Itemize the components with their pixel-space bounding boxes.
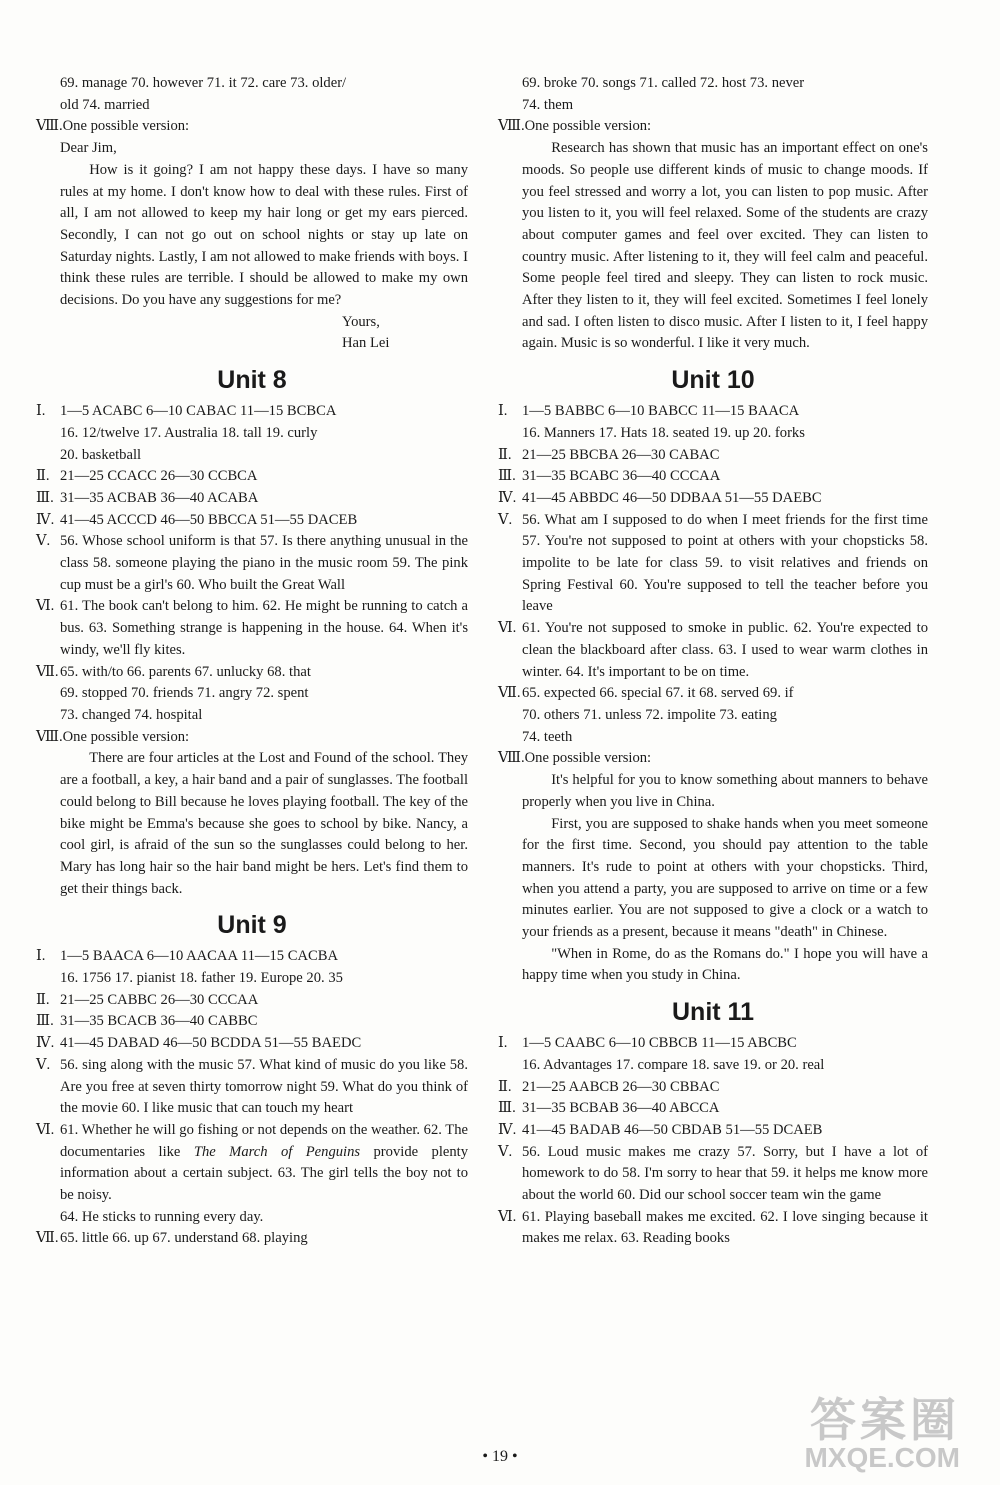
answer-line: 65. little 66. up 67. understand 68. playing xyxy=(60,1230,308,1247)
section-label: Ⅶ. xyxy=(36,663,59,680)
answer-text: 56. sing along with the music 57. What kind of music do you like 58. Are you free at seven thirty tomorrow night 59. What do you think of the movie 60. I like music that can touch my heart xyxy=(60,1056,468,1117)
answer-row xyxy=(498,683,928,748)
answer-row xyxy=(36,596,468,661)
answer-row xyxy=(36,1011,468,1033)
unit-11-title: Unit 11 xyxy=(672,998,754,1027)
answer-line: 21—25 CABBC 26—30 CCCAA xyxy=(60,991,259,1008)
section-label: Ⅵ. xyxy=(498,1208,517,1225)
answer-row xyxy=(498,401,928,444)
answer-text: 61. You're not supposed to smoke in public. 62. You're expected to clean the blackboard after class. 63. I used to wear warm clothes in winter. 64. It's important to be on time. xyxy=(522,620,928,680)
answer-line: 74. them xyxy=(522,96,574,113)
answer-text: 61. Whether he will go fishing or not depends on the weather. 62. The documentaries like The March of Penguins provide plenty information about a certain subject. 63. The girl tells the boy not to be noisy. xyxy=(60,1121,468,1204)
answer-line: 41—45 BADAB 46—50 CBDAB 51—55 DCAEB xyxy=(522,1121,823,1138)
section-label: Ⅳ. xyxy=(36,511,55,528)
unit-9-title: Unit 9 xyxy=(217,911,287,940)
answer-line: 73. changed 74. hospital xyxy=(60,706,203,723)
section-label: Ⅷ. xyxy=(36,118,63,135)
answer-row xyxy=(498,1077,928,1099)
answer-row xyxy=(36,531,468,596)
section-label: Ⅳ. xyxy=(498,489,517,506)
section-label: Ⅱ. xyxy=(36,991,50,1008)
letter-signature: Han Lei xyxy=(342,335,390,352)
essay-paragraph: There are four articles at the Lost and Found of the school. They are a football, a key, a hair band and a pair of sunglasses. The football could belong to Bill because he loves playing football. The key of the bike might be Emma's because she goes to school by bike. Nancy, a cool girl, is afraid of the sun so the sunglasses could belong to her. Mary has long hair so the hair band might be hers. Let's find them to get their things back. xyxy=(60,750,468,897)
answer-line: 1—5 CAABC 6—10 CBBCB 11—15 ABCBC xyxy=(522,1035,797,1052)
section-label: Ⅰ. xyxy=(36,948,46,965)
section-8-header xyxy=(498,116,928,138)
answer-line: old 74. married xyxy=(60,96,150,113)
answer-row xyxy=(36,488,468,510)
section-label: Ⅱ. xyxy=(498,1078,512,1095)
essay-paragraph: "When in Rome, do as the Romans do." I hope you will have a happy time when you study in China. xyxy=(522,945,928,984)
section-label: Ⅲ. xyxy=(36,489,54,506)
answer-row xyxy=(36,401,468,466)
section-label: Ⅷ. xyxy=(498,118,525,135)
answer-line: 69. manage 70. however 71. it 72. care 73. older/ xyxy=(60,75,347,91)
section-heading: One possible version: xyxy=(62,728,190,745)
answer-line: 21—25 AABCB 26—30 CBBAC xyxy=(522,1078,720,1095)
left-column xyxy=(36,73,468,1250)
section-label: Ⅳ. xyxy=(498,1121,517,1138)
section-label: Ⅵ. xyxy=(498,620,517,637)
film-title: The March of Penguins xyxy=(193,1143,361,1160)
answer-line: 20. basketball xyxy=(60,446,142,463)
answer-text: 61. The book can't belong to him. 62. He might be running to catch a bus. 63. Something strange is happening in the house. 64. When it's windy, we'll fly kites. xyxy=(60,598,468,658)
section-label: Ⅵ. xyxy=(36,598,55,615)
section-label: Ⅵ. xyxy=(36,1121,55,1138)
watermark-url: MXQE.COM xyxy=(804,1442,960,1473)
answer-line: 65. expected 66. special 67. it 68. served 69. if xyxy=(522,685,794,702)
section-label: Ⅱ. xyxy=(36,468,50,485)
section-label: Ⅰ. xyxy=(498,1035,508,1052)
answer-line: 69. stopped 70. friends 71. angry 72. spent xyxy=(60,685,309,702)
answer-row xyxy=(36,1120,468,1229)
section-8-header xyxy=(36,727,468,749)
section-label: Ⅴ. xyxy=(498,1143,513,1160)
section-8-header xyxy=(498,748,928,770)
answer-row xyxy=(36,946,468,989)
answer-row xyxy=(498,1142,928,1207)
answer-line: 1—5 BABBC 6—10 BABCC 11—15 BAACA xyxy=(522,403,800,420)
answer-line: 74. teeth xyxy=(522,728,573,745)
watermark-cn: 答案圈 xyxy=(810,1394,960,1446)
answer-row xyxy=(498,488,928,510)
section-heading: One possible version: xyxy=(524,118,652,135)
answer-line: 21—25 CCACC 26—30 CCBCA xyxy=(60,468,258,485)
section-label: Ⅴ. xyxy=(36,533,51,550)
answer-row xyxy=(498,466,928,488)
answer-text: 56. Whose school uniform is that 57. Is there anything unusual in the class 58. someone playing the piano in the music room 59. The pink cup must be a girl's 60. Who built the Great Wall xyxy=(60,533,468,593)
answer-row xyxy=(498,1120,928,1142)
answer-text: 56. Loud music makes me crazy 57. Sorry, but I have a lot of homework to do 58. I'm sorry to hear that 59. it helps me know more about the world 60. Did our school soccer team win the game xyxy=(522,1143,928,1204)
answer-row xyxy=(498,445,928,467)
section-label: Ⅲ. xyxy=(498,1100,516,1117)
answer-line: 31—35 BCABC 36—40 CCCAA xyxy=(522,468,721,485)
answer-row xyxy=(36,466,468,488)
answer-row xyxy=(36,1228,468,1250)
letter-greeting: Dear Jim, xyxy=(60,140,117,157)
answer-row xyxy=(36,510,468,532)
answer-row xyxy=(498,1207,928,1250)
answer-line: 41—45 ACCCD 46—50 BBCCA 51—55 DACEB xyxy=(60,511,358,528)
answer-line: 16. 1756 17. pianist 18. father 19. Europe 20. 35 xyxy=(60,970,343,987)
section-label: Ⅶ. xyxy=(498,685,521,702)
section-label: Ⅴ. xyxy=(36,1056,51,1073)
essay-paragraph: First, you are supposed to shake hands when you meet someone for the first time. Second, you should pay attention to the table manners. It's rude to point at others with your chopsticks. Third, when you attend a party, you are supposed to arrive on time or a few minutes earlier. You are not supposed to give a clock or a watch to your friends as a present, because it means "death" in Chinese. xyxy=(522,815,928,941)
answer-text: 61. Playing baseball makes me excited. 62. I love singing because it makes me relax. 63. Reading books xyxy=(522,1208,928,1247)
answer-line: 21—25 BBCBA 26—30 CABAC xyxy=(522,446,720,463)
section-label: Ⅷ. xyxy=(36,728,63,745)
answer-line: 31—35 BCACB 36—40 CABBC xyxy=(60,1013,258,1030)
unit-8-title: Unit 8 xyxy=(217,366,287,395)
section-8-header xyxy=(36,116,468,138)
section-heading: One possible version: xyxy=(524,750,652,767)
answer-line: 1—5 ACABC 6—10 CABAC 11—15 BCBCA xyxy=(60,403,337,420)
section-heading: One possible version: xyxy=(62,118,190,135)
answer-line: 41—45 DABAD 46—50 BCDDA 51—55 BAEDC xyxy=(60,1035,362,1052)
watermark-logo xyxy=(804,1394,960,1473)
answer-line: 69. broke 70. songs 71. called 72. host 73. never xyxy=(522,75,805,91)
answer-line: 65. with/to 66. parents 67. unlucky 68. that xyxy=(60,663,311,680)
essay-paragraph: Research has shown that music has an important effect on one's moods. So people use different kinds of music to change moods. If you feel stressed and worry a lot, you can listen to pop music. After you listen to it, you will feel relaxed. Some of the students are crazy about computer games and feel over excited. They can listen to country music. After listening to it, they will feel calm and peaceful. Some people feel tired and sleepy. They can listen to rock music. After they listen to it, they will feel excited. Sometimes I feel lonely and sad. I often listen to disco music. After I listen to it, I feel happy again. Music is so wonderful. I like it very much. xyxy=(522,140,928,352)
answer-line: 31—35 ACBAB 36—40 ACABA xyxy=(60,489,259,506)
answer-line: 1—5 BAACA 6—10 AACAA 11—15 CACBA xyxy=(60,948,338,965)
page-number: • 19 • xyxy=(482,1448,518,1465)
section-label: Ⅲ. xyxy=(36,1013,54,1030)
section-label: Ⅳ. xyxy=(36,1035,55,1052)
answer-line: 16. 12/twelve 17. Australia 18. tall 19. curly xyxy=(60,424,318,441)
answer-line: 41—45 ABBDC 46—50 DDBAA 51—55 DAEBC xyxy=(522,489,822,506)
answer-text: 56. What am I supposed to do when I meet friends for the first time 57. You're not supposed to point at others with your chopsticks 58. impolite to be late for class 59. to visit relatives and friends on Spring Festival 60. You're supposed to tell the teacher before you leave xyxy=(522,511,928,615)
letter-closing: Yours, xyxy=(342,313,380,330)
answer-row xyxy=(498,510,928,619)
section-label: Ⅰ. xyxy=(36,403,46,420)
answer-row xyxy=(36,662,468,727)
section-label: Ⅴ. xyxy=(498,511,513,528)
answer-row xyxy=(36,1033,468,1055)
answer-row xyxy=(36,1055,468,1120)
answer-line: 64. He sticks to running every day. xyxy=(60,1208,264,1225)
answer-line: 70. others 71. unless 72. impolite 73. eating xyxy=(522,706,777,723)
answer-row xyxy=(498,618,928,683)
right-column xyxy=(498,73,928,1250)
section-label: Ⅶ. xyxy=(36,1230,59,1247)
unit-10-title: Unit 10 xyxy=(671,366,755,395)
letter-body: How is it going? I am not happy these days. I have so many rules at my home. I don't know how to deal with these rules. First of all, I am not allowed to keep my hair long or get my ears pierced. Secondly, I can not go out on school nights or stay up late on Saturday nights. Lastly, I am not allowed to make friends with boys. I think these rules are terrible. I should be allowed to make my own decisions. Do you have any suggestions for me? xyxy=(60,161,468,309)
essay-paragraph: It's helpful for you to know something about manners to behave properly when you live in China. xyxy=(522,772,928,810)
section-label: Ⅰ. xyxy=(498,403,508,420)
section-label: Ⅷ. xyxy=(498,750,525,767)
answer-line: 16. Manners 17. Hats 18. seated 19. up 20. forks xyxy=(522,424,805,441)
answer-row xyxy=(498,1033,928,1076)
answer-row xyxy=(36,990,468,1012)
section-label: Ⅲ. xyxy=(498,468,516,485)
section-label: Ⅱ. xyxy=(498,446,512,463)
answer-line: 31—35 BCBAB 36—40 ABCCA xyxy=(522,1100,720,1117)
answer-row xyxy=(498,1098,928,1120)
answer-line: 16. Advantages 17. compare 18. save 19. or 20. real xyxy=(522,1056,825,1073)
